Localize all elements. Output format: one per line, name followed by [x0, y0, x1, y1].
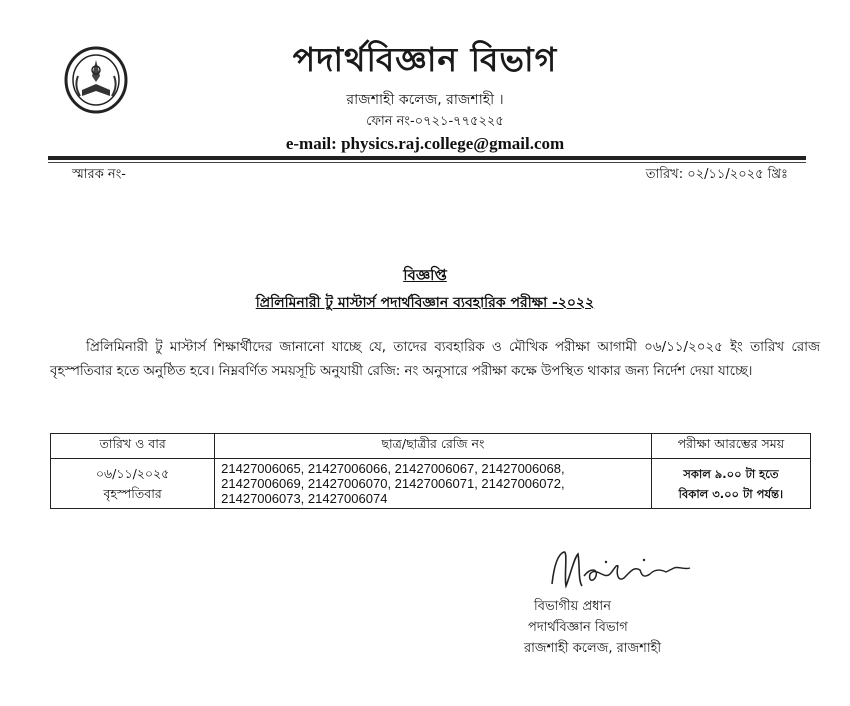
header-divider — [48, 156, 806, 160]
exam-date: ০৬/১১/২০২৫ — [95, 465, 170, 481]
reg-line-3: 21427006073, 21427006074 — [221, 491, 388, 506]
reg-line-2: 21427006069, 21427006070, 21427006071, 21427006072, — [221, 476, 565, 491]
exam-schedule-table — [50, 433, 811, 509]
header-registration: ছাত্র/ছাত্রীর রেজি নং — [215, 434, 652, 459]
cell-registration-numbers — [215, 459, 652, 509]
cell-date-day — [51, 459, 215, 509]
issue-date: তারিখ: ০২/১১/২০২৫ খ্রিঃ — [645, 167, 788, 182]
email-address: e-mail: physics.raj.college@gmail.com — [285, 134, 565, 153]
time-start: সকাল ৯.০০ টা হতে — [683, 466, 779, 481]
phone-number: ফোন নং-০৭২১-৭৭৫২২৫ — [366, 114, 504, 129]
handwritten-signature — [544, 546, 704, 596]
table-header-row — [51, 434, 811, 459]
header-divider-thin — [48, 162, 806, 163]
notice-subtitle-text: প্রিলিমিনারী টু মাস্টার্স পদার্থবিজ্ঞান ব্যবহারিক পরীক্ষা -২০২২ — [255, 295, 595, 311]
exam-day: বৃহস্পতিবার — [103, 485, 162, 501]
department-title: পদার্থবিজ্ঞান বিভাগ — [292, 40, 558, 79]
table-row — [51, 459, 811, 509]
header-start-time: পরীক্ষা আরম্ভের সময় — [651, 434, 810, 459]
signatory-college: রাজশাহী কলেজ, রাজশাহী — [524, 641, 662, 656]
time-end: বিকাল ৩.০০ টা পর্যন্ত। — [678, 486, 784, 501]
notice-title — [0, 264, 850, 289]
notice-body: প্রিলিমিনারী টু মাস্টার্স শিক্ষার্থীদের জানানো যাচ্ছে যে, তাদের ব্যবহারিক ও মৌখিক পরীক্ষা আগামী ০৬/১১/২০২৫ ইং তারিখ রোজ বৃহস্পতিবার হতে অনুষ্ঠিত হবে। নিম্নবর্ণিত সময়সূচি অনুযায়ী রেজি: নং অনুসারে পরীক্ষা কক্ষে উপস্থিত থাকার জন্য নির্দেশ দেয়া যাচ্ছে। — [50, 340, 820, 379]
signatory-title: বিভাগীয় প্রধান — [534, 599, 611, 614]
signatory-block — [524, 596, 661, 659]
notice-subtitle — [0, 291, 850, 315]
reg-line-1: 21427006065, 21427006066, 21427006067, 21427006068, — [221, 461, 565, 476]
memo-number: স্মারক নং- — [72, 167, 126, 182]
notice-title-text: বিজ্ঞপ্তি — [403, 266, 447, 284]
signatory-department: পদার্থবিজ্ঞান বিভাগ — [528, 620, 628, 635]
college-address: রাজশাহী কলেজ, রাজশাহী । — [346, 92, 504, 108]
header-date-day: তারিখ ও বার — [51, 434, 215, 459]
cell-exam-time — [651, 459, 810, 509]
